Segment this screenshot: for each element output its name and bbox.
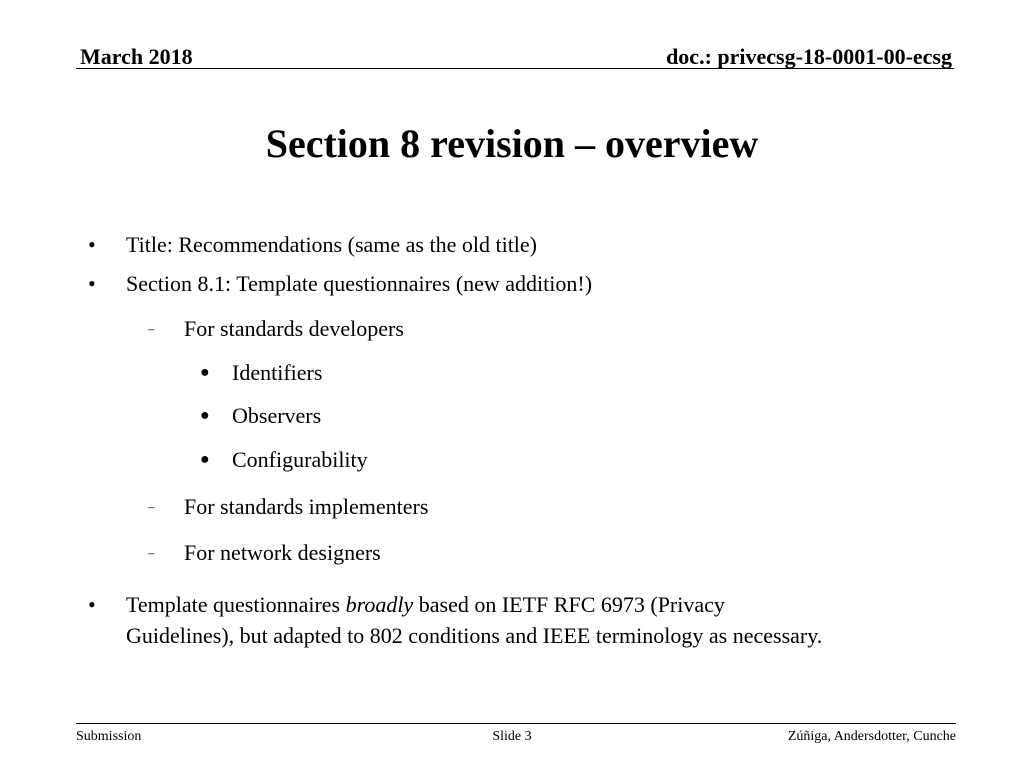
sub-bullet-standards-implementers	[148, 492, 429, 522]
header-doc-id: doc.: privecsg-18-0001-00-ecsg	[666, 44, 952, 69]
slide-title: Section 8 revision – overview	[265, 121, 759, 166]
sub-bullet-network-designers	[148, 538, 381, 568]
item-configurability	[200, 445, 368, 475]
sub-bullet-text: For network designers	[184, 540, 381, 565]
bullet-text-emphasis: broadly	[345, 592, 414, 617]
header-rule	[76, 68, 954, 69]
bullet-text: Title: Recommendations (same as the old title)	[126, 232, 538, 257]
bullet-section-8-1	[88, 268, 593, 299]
dash-marker: –	[148, 321, 155, 336]
bullet-title-recommendations	[88, 229, 538, 260]
sub-bullet-standards-developers	[148, 314, 404, 344]
bullet-text-pre: Template questionnaires	[126, 592, 346, 617]
dash-marker: –	[148, 499, 155, 514]
item-text: Observers	[232, 403, 322, 428]
dot-marker: ●	[200, 407, 210, 424]
dash-marker: –	[148, 545, 155, 560]
bullet-marker: •	[88, 592, 96, 617]
footer-rule	[76, 723, 956, 724]
bullet-marker: •	[88, 232, 96, 257]
dot-marker: ●	[200, 364, 210, 381]
item-text: Configurability	[232, 447, 368, 472]
footer-authors: Zúñiga, Andersdotter, Cunche	[787, 729, 956, 744]
bullet-text: Section 8.1: Template questionnaires (new addition!)	[126, 271, 593, 296]
bullet-template-questionnaires	[88, 589, 823, 651]
header-date: March 2018	[80, 44, 193, 69]
item-observers	[200, 401, 322, 431]
item-text: Identifiers	[232, 360, 323, 385]
bullet-text-post: based on IETF RFC 6973 (Privacy	[413, 592, 725, 617]
bullet-marker: •	[88, 271, 96, 296]
bullet-text-line2: Guidelines), but adapted to 802 conditions and IEEE terminology as necessary.	[126, 623, 823, 648]
sub-bullet-text: For standards implementers	[184, 494, 429, 519]
footer-slide-number: Slide 3	[492, 729, 532, 744]
dot-marker: ●	[200, 451, 210, 468]
item-identifiers	[200, 358, 323, 388]
footer-submission: Submission	[76, 729, 142, 744]
sub-bullet-text: For standards developers	[184, 316, 404, 341]
